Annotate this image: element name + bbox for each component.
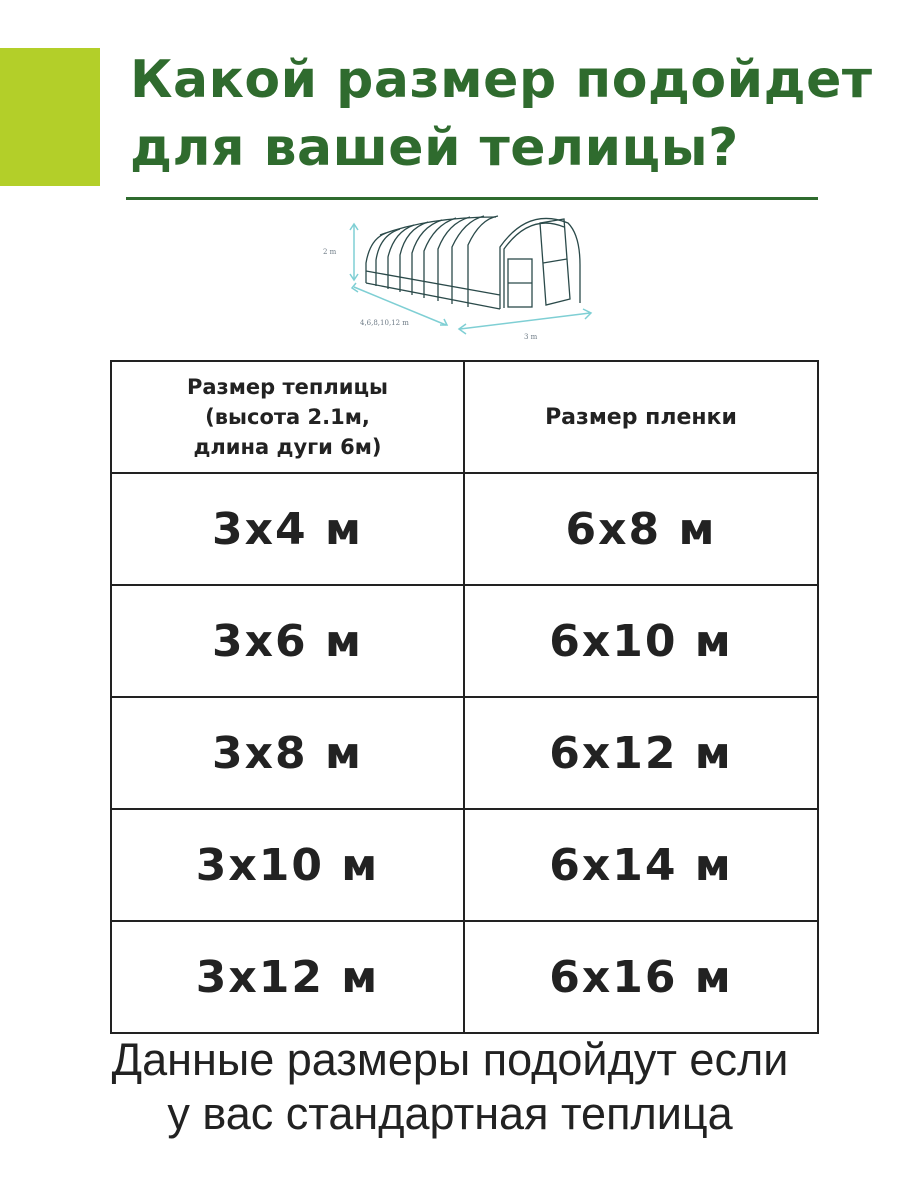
header-greenhouse-line-2: (высота 2.1м, — [205, 405, 370, 429]
height-label: 2 m — [323, 248, 337, 256]
table-header-row — [111, 361, 818, 473]
title-line-2: для вашей телицы? — [130, 118, 739, 178]
film-size-cell — [464, 585, 818, 697]
page-title — [130, 46, 890, 182]
film-size-value: 6x12 м — [549, 727, 733, 779]
table-row — [111, 809, 818, 921]
film-size-value: 6x10 м — [549, 615, 733, 667]
table-row — [111, 697, 818, 809]
table-row — [111, 921, 818, 1033]
greenhouse-frame — [366, 216, 580, 309]
greenhouse-size-cell — [111, 585, 464, 697]
width-label: 3 m — [524, 333, 538, 341]
film-size-value: 6x14 м — [549, 839, 733, 891]
height-dimension — [323, 224, 358, 280]
greenhouse-size-value: 3x10 м — [195, 839, 380, 891]
greenhouse-size-cell — [111, 921, 464, 1033]
film-size-cell — [464, 921, 818, 1033]
film-size-value: 6x16 м — [549, 951, 733, 1003]
film-size-value: 6x8 м — [565, 503, 717, 555]
film-size-cell — [464, 697, 818, 809]
greenhouse-size-value: 3x4 м — [212, 503, 363, 555]
greenhouse-size-cell — [111, 697, 464, 809]
header-film-size — [464, 361, 818, 473]
header-greenhouse-line-1: Размер теплицы — [186, 375, 389, 399]
size-table — [110, 360, 819, 1034]
greenhouse-size-value: 3x12 м — [195, 951, 380, 1003]
title-divider — [126, 197, 818, 200]
footer-note — [0, 1033, 900, 1141]
header-greenhouse-size — [111, 361, 464, 473]
greenhouse-size-cell — [111, 473, 464, 585]
greenhouse-size-value: 3x6 м — [212, 615, 363, 667]
header-greenhouse-line-3: длина дуги 6м) — [193, 435, 382, 459]
title-line-1: Какой размер подойдет — [130, 50, 873, 110]
accent-block — [0, 48, 100, 186]
footer-line-2: у вас стандартная теплица — [167, 1088, 733, 1139]
header-film-label: Размер пленки — [545, 404, 737, 430]
greenhouse-illustration — [318, 205, 608, 345]
width-dimension — [459, 309, 591, 341]
greenhouse-size-value: 3x8 м — [212, 727, 363, 779]
film-size-cell — [464, 473, 818, 585]
length-label: 4,6,8,10,12 m — [360, 319, 409, 327]
table-row — [111, 585, 818, 697]
film-size-cell — [464, 809, 818, 921]
table-row — [111, 473, 818, 585]
footer-line-1: Данные размеры подойдут если — [111, 1034, 789, 1085]
greenhouse-size-cell — [111, 809, 464, 921]
